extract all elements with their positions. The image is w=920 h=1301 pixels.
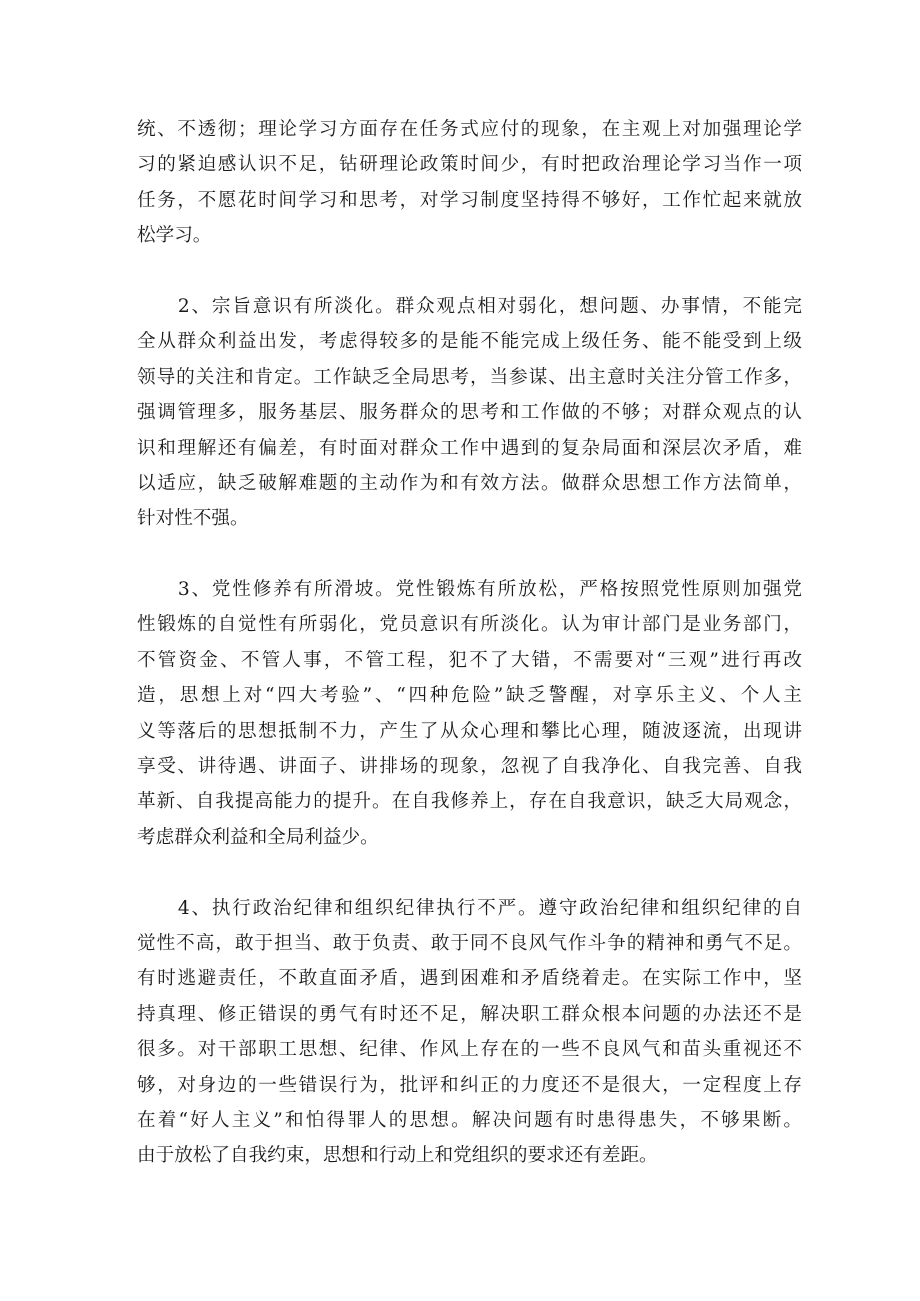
paragraph-2 bbox=[137, 289, 802, 537]
text-line: 领导的关注和肯定。工作缺乏全局思考，当参谋、出主意时关注分管工作多， bbox=[137, 366, 802, 388]
text-line: 够，对身边的一些错误行为，批评和纠正的力度还不是很大，一定程度上存 bbox=[137, 1074, 802, 1096]
text-line: 识和理解还有偏差，有时面对群众工作中遇到的复杂局面和深层次矛盾，难 bbox=[137, 437, 802, 459]
text-line: 全从群众利益出发，考虑得较多的是能不能完成上级任务、能不能受到上级 bbox=[137, 331, 802, 353]
text-line: 强调管理多，服务基层、服务群众的思考和工作做的不够；对群众观点的认 bbox=[137, 402, 802, 424]
paragraph-3 bbox=[137, 572, 802, 855]
text-line: 针对性不强。 bbox=[137, 508, 249, 530]
text-line: 习的紧迫感认识不足，钻研理论政策时间少，有时把政治理论学习当作一项 bbox=[137, 154, 802, 176]
text-line: 觉性不高，敢于担当、敢于负责、敢于同不良风气作斗争的精神和勇气不足。 bbox=[137, 932, 802, 954]
paragraph-1 bbox=[137, 112, 802, 254]
text-line: 持真理、修正错误的勇气有时还不足，解决职工群众根本问题的办法还不是 bbox=[137, 1003, 802, 1025]
text-line: 考虑群众利益和全局利益少。 bbox=[137, 826, 379, 848]
text-line: 统、不透彻；理论学习方面存在任务式应付的现象，在主观上对加强理论学 bbox=[137, 119, 802, 140]
text-line: 不管资金、不管人事，不管工程，犯不了大错，不需要对“三观”进行再改 bbox=[137, 649, 802, 671]
text-line: 以适应，缺乏破解难题的主动作为和有效方法。做群众思想工作方法简单， bbox=[137, 472, 802, 494]
text-line: 革新、自我提高能力的提升。在自我修养上，存在自我意识，缺乏大局观念， bbox=[137, 791, 802, 813]
text-line: 义等落后的思想抵制不力，产生了从众心理和攀比心理，随波逐流，出现讲 bbox=[137, 720, 802, 742]
text-line: 3、党性修养有所滑坡。党性锻炼有所放松，严格按照党性原则加强党 bbox=[137, 579, 802, 601]
document-page bbox=[137, 112, 802, 1209]
text-line: 很多。对干部职工思想、纪律、作风上存在的一些不良风气和苗头重视还不 bbox=[137, 1039, 802, 1061]
text-line: 造，思想上对“四大考验”、“四种危险”缺乏警醒，对享乐主义、个人主 bbox=[137, 685, 802, 707]
text-line: 性锻炼的自觉性有所弱化，党员意识有所淡化。认为审计部门是业务部门， bbox=[137, 614, 802, 636]
text-line: 4、执行政治纪律和组织纪律执行不严。遵守政治纪律和组织纪律的自 bbox=[137, 897, 802, 919]
text-line: 2、宗旨意识有所淡化。群众观点相对弱化，想问题、办事情，不能完 bbox=[137, 295, 802, 317]
text-line: 任务，不愿花时间学习和思考，对学习制度坚持得不够好，工作忙起来就放 bbox=[137, 189, 802, 211]
text-line: 享受、讲待遇、讲面子、讲排场的现象，忽视了自我净化、自我完善、自我 bbox=[137, 756, 802, 778]
paragraph-4 bbox=[137, 891, 802, 1174]
text-line: 有时逃避责任，不敢直面矛盾，遇到困难和矛盾绕着走。在实际工作中，坚 bbox=[137, 968, 802, 990]
text-line: 松学习。 bbox=[137, 225, 212, 247]
text-line: 在着“好人主义”和怕得罪人的思想。解决问题有时患得患失，不够果断。 bbox=[137, 1109, 802, 1131]
text-line: 由于放松了自我约束，思想和行动上和党组织的要求还有差距。 bbox=[137, 1145, 658, 1167]
